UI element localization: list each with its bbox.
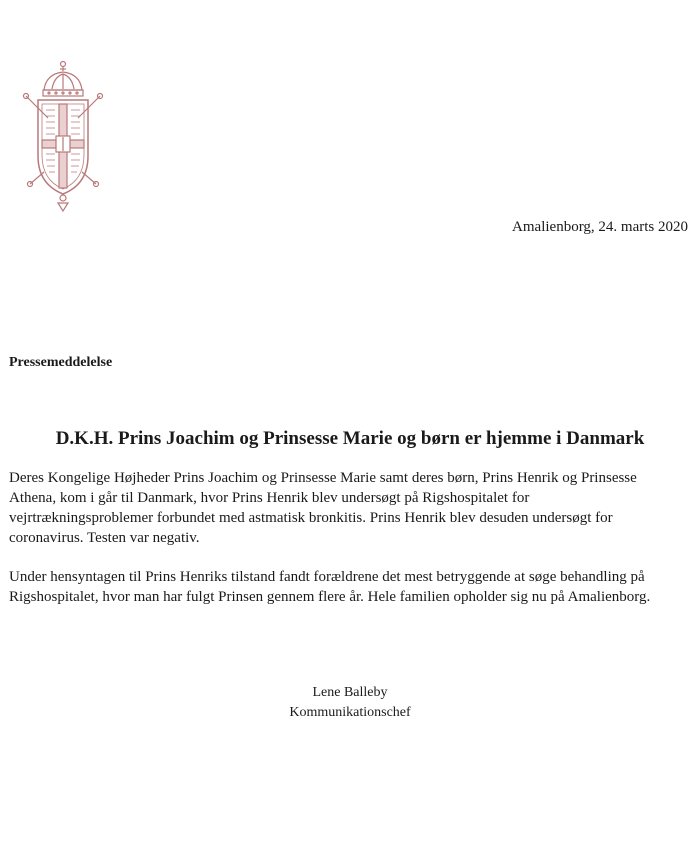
paragraph-1: Deres Kongelige Højheder Prins Joachim og Prinsesse Marie samt deres børn, Prins Henrik og Prinsesse Athena, kom i går til Danmark, hvor Prins Henrik blev undersøgt på Rigshospitalet for vejrtrækningsproblemer forbundet med astmatisk bronkitis. Prins Henrik blev desuden undersøgt for coronavirus. Testen var negativ.	[9, 470, 637, 546]
signature-block	[0, 683, 700, 723]
headline: D.K.H. Prins Joachim og Prinsesse Marie og børn er hjemme i Danmark	[55, 428, 645, 449]
signature-title: Kommunikationschef	[289, 705, 411, 720]
paragraph-2: Under hensyntagen til Prins Henriks tilstand fandt forældrene det mest betryggende at søge behandling på Rigshospitalet, hvor man har fulgt Prinsen gennem flere år. Hele familien opholder sig nu på Amalienborg.	[9, 569, 651, 605]
body-text	[9, 468, 669, 626]
signature-name: Lene Balleby	[312, 685, 388, 700]
place-and-date: Amalienborg, 24. marts 2020	[512, 219, 688, 235]
royal-crest-icon	[22, 60, 104, 215]
press-release-label: Pressemeddelelse	[9, 355, 113, 370]
